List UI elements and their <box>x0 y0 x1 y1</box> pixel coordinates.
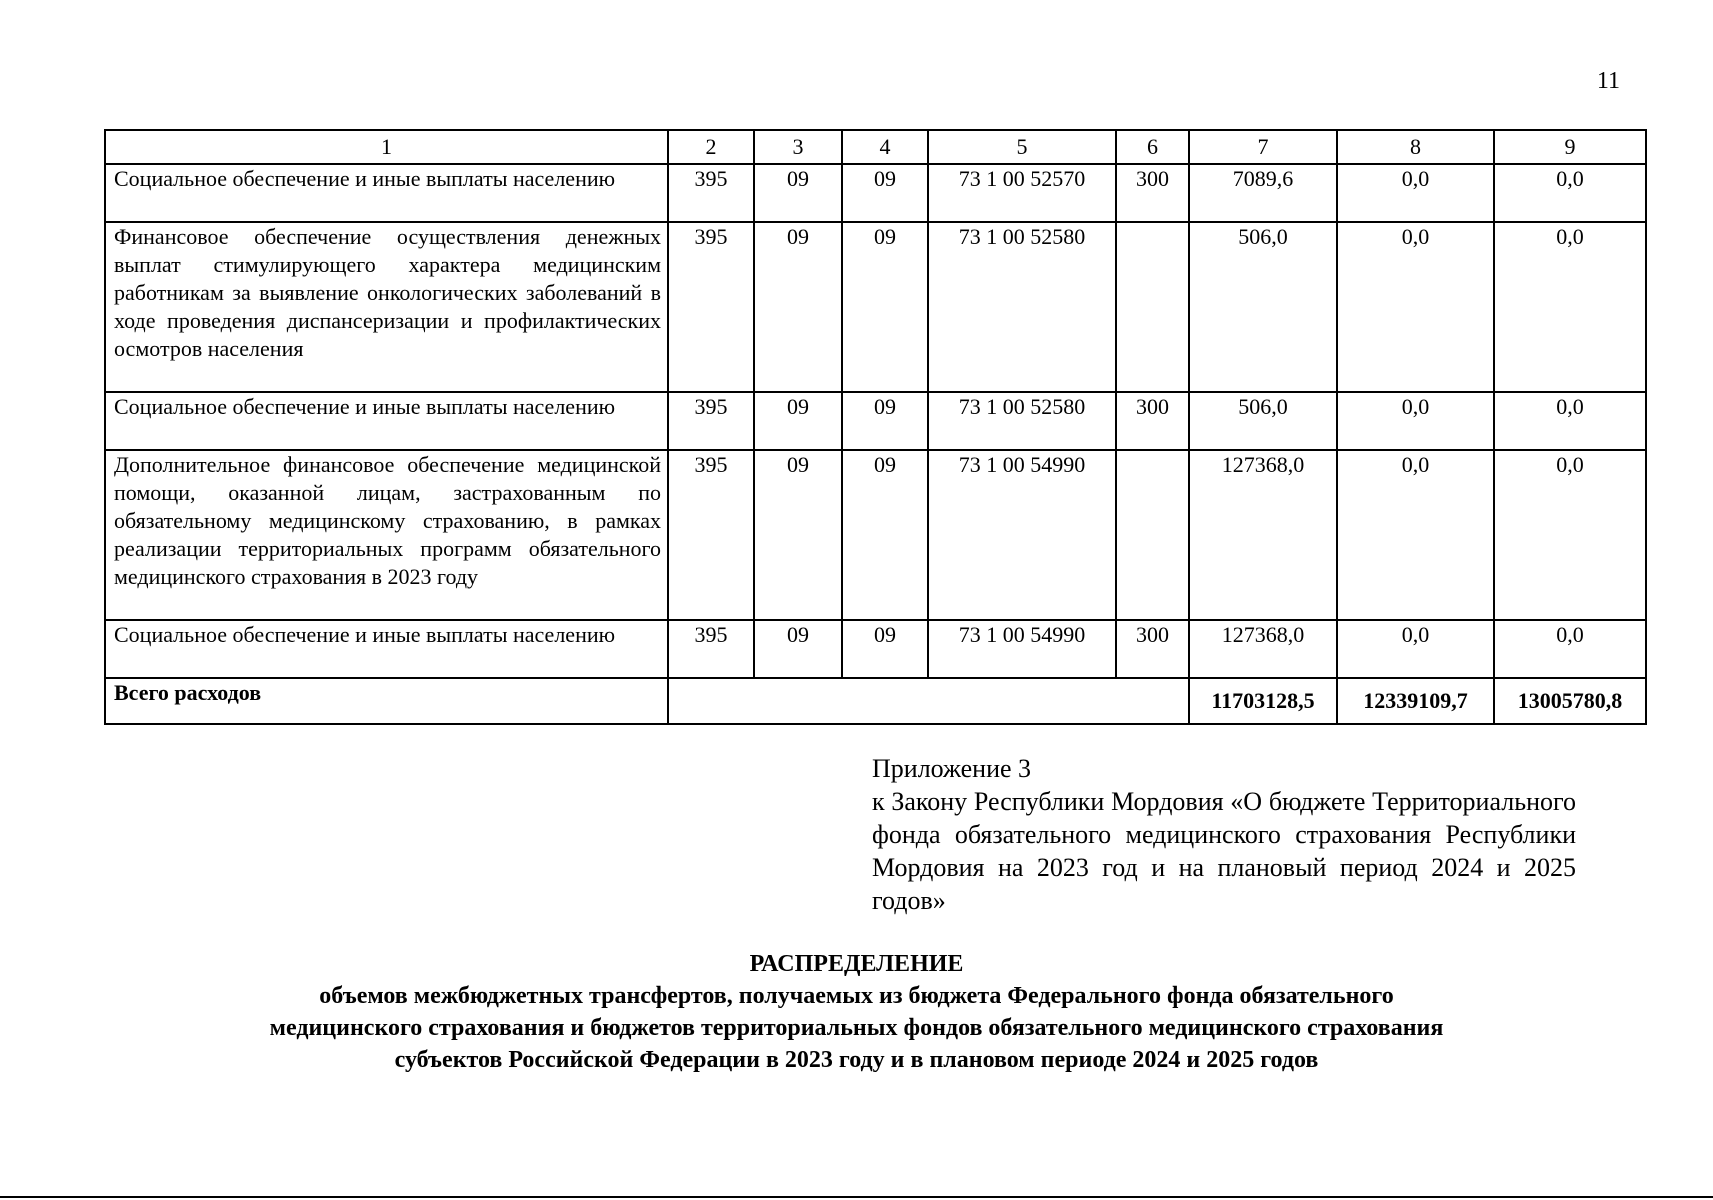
cell-target-article: 73 1 00 52580 <box>928 222 1116 392</box>
cell-amount-2023: 506,0 <box>1189 392 1337 450</box>
cell-section: 09 <box>754 392 842 450</box>
cell-amount-2024: 0,0 <box>1337 164 1494 222</box>
heading-subtitle-line: медицинского страхования и бюджетов территориальных фондов обязательного медицинского страхования <box>269 1015 1444 1041</box>
cell-target-article: 73 1 00 52570 <box>928 164 1116 222</box>
cell-target-article: 73 1 00 54990 <box>928 620 1116 678</box>
heading-subtitle-line: объемов межбюджетных трансфертов, получаемых из бюджета Федерального фонда обязательного <box>319 983 1394 1009</box>
appendix-reference: к Закону Республики Мордовия «О бюджете Территориального фонда обязательного медицинского страхования Республики Мордовия на 2023 год и на плановый период 2024 и 2025 годов» <box>872 787 1576 915</box>
table-row <box>105 620 1646 678</box>
cell-amount-2024: 0,0 <box>1337 392 1494 450</box>
total-label: Всего расходов <box>105 678 668 724</box>
table-header-row <box>105 130 1646 164</box>
cell-admin-code: 395 <box>668 222 754 392</box>
cell-subsection: 09 <box>842 392 928 450</box>
cell-amount-2023: 127368,0 <box>1189 620 1337 678</box>
cell-expense-type: 300 <box>1116 392 1189 450</box>
row-name: Социальное обеспечение и иные выплаты населению <box>105 392 668 450</box>
cell-amount-2023: 7089,6 <box>1189 164 1337 222</box>
table-row <box>105 450 1646 620</box>
cell-amount-2023: 127368,0 <box>1189 450 1337 620</box>
total-amount-2023: 11703128,5 <box>1189 678 1337 724</box>
page-number: 11 <box>1596 68 1620 94</box>
cell-admin-code: 395 <box>668 164 754 222</box>
total-amount-2024: 12339109,7 <box>1337 678 1494 724</box>
cell-admin-code: 395 <box>668 620 754 678</box>
cell-section: 09 <box>754 222 842 392</box>
row-name: Социальное обеспечение и иные выплаты населению <box>105 620 668 678</box>
cell-amount-2025: 0,0 <box>1494 222 1646 392</box>
table-row <box>105 222 1646 392</box>
row-name: Финансовое обеспечение осуществления денежных выплат стимулирующего характера медицинским работникам за выявление онкологических заболеваний в ходе проведения диспансеризации и профилактических осмотров населения <box>105 222 668 392</box>
column-header: 9 <box>1494 130 1646 164</box>
cell-amount-2024: 0,0 <box>1337 222 1494 392</box>
column-header: 6 <box>1116 130 1189 164</box>
cell-expense-type: 300 <box>1116 164 1189 222</box>
cell-amount-2025: 0,0 <box>1494 450 1646 620</box>
total-amount-2025: 13005780,8 <box>1494 678 1646 724</box>
cell-expense-type <box>1116 450 1189 620</box>
cell-amount-2024: 0,0 <box>1337 450 1494 620</box>
cell-section: 09 <box>754 450 842 620</box>
total-row <box>105 678 1646 724</box>
table-row <box>105 392 1646 450</box>
column-header: 2 <box>668 130 754 164</box>
bottom-edge-line <box>0 1196 1713 1198</box>
cell-admin-code: 395 <box>668 450 754 620</box>
cell-target-article: 73 1 00 52580 <box>928 392 1116 450</box>
cell-expense-type: 300 <box>1116 620 1189 678</box>
column-header: 4 <box>842 130 928 164</box>
column-header: 8 <box>1337 130 1494 164</box>
cell-subsection: 09 <box>842 620 928 678</box>
heading-subtitle-line: субъектов Российской Федерации в 2023 году и в плановом периоде 2024 и 2025 годов <box>394 1047 1319 1073</box>
section-heading <box>100 948 1613 1076</box>
cell-amount-2023: 506,0 <box>1189 222 1337 392</box>
column-header: 7 <box>1189 130 1337 164</box>
cell-target-article: 73 1 00 54990 <box>928 450 1116 620</box>
expenditure-table <box>104 129 1647 725</box>
cell-amount-2025: 0,0 <box>1494 392 1646 450</box>
cell-amount-2024: 0,0 <box>1337 620 1494 678</box>
cell-amount-2025: 0,0 <box>1494 164 1646 222</box>
cell-subsection: 09 <box>842 164 928 222</box>
row-name: Дополнительное финансовое обеспечение медицинской помощи, оказанной лицам, застрахованным по обязательному медицинскому страхованию, в рамках реализации территориальных программ обязательного медицинского страхования в 2023 году <box>105 450 668 620</box>
appendix-title: Приложение 3 <box>872 754 1032 783</box>
cell-amount-2025: 0,0 <box>1494 620 1646 678</box>
row-name: Социальное обеспечение и иные выплаты населению <box>105 164 668 222</box>
cell-subsection: 09 <box>842 222 928 392</box>
column-header: 5 <box>928 130 1116 164</box>
cell-subsection: 09 <box>842 450 928 620</box>
column-header: 3 <box>754 130 842 164</box>
cell-admin-code: 395 <box>668 392 754 450</box>
table-row <box>105 164 1646 222</box>
appendix-block <box>872 752 1576 917</box>
total-empty-cell <box>668 678 1189 724</box>
column-header: 1 <box>105 130 668 164</box>
heading-title: РАСПРЕДЕЛЕНИЕ <box>749 951 964 977</box>
cell-section: 09 <box>754 620 842 678</box>
cell-section: 09 <box>754 164 842 222</box>
cell-expense-type <box>1116 222 1189 392</box>
